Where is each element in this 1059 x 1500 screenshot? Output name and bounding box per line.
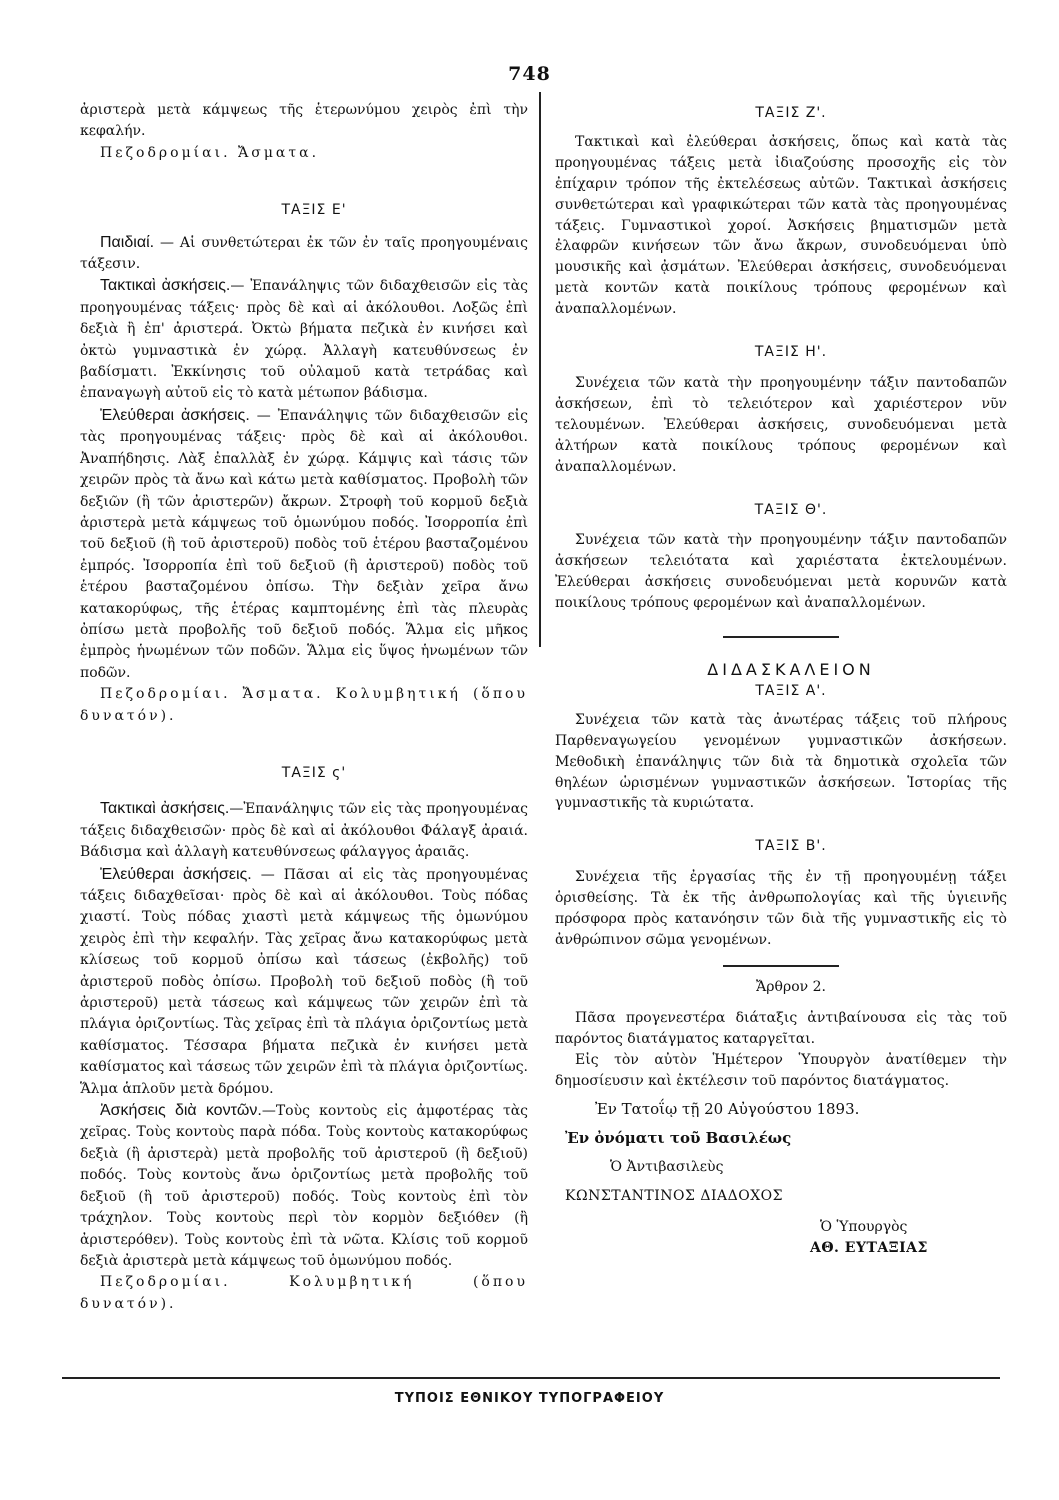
class8-text: Συνέχεια τῶν κατὰ τὴν προηγουμένην τάξιν παντοδαπῶν ἀσκήσεων, ἐπὶ τὸ τελειότερον καὶ χαριέστερον νῦν τελουμένων. Ἐλεύθεραι ἀσκήσεις, συνοδευόμεναι μετὰ ἀλτήρων κατὰ ποικίλους τρόπους φερομένων καὶ ἀναπαλλομένων. bbox=[555, 374, 1007, 475]
signature-minister-name: ΑΘ. ΕΥΤΑΞΙΑΣ bbox=[810, 1239, 928, 1256]
class5-heading: ΤΑΞΙΣ Ε' bbox=[281, 202, 347, 219]
class9-heading: ΤΑΞΙΣ Θ'. bbox=[754, 501, 828, 518]
class9-text: Συνέχεια τῶν κατὰ τὴν προηγουμένην τάξιν παντοδαπῶν ἀσκήσεων τελειότατα καὶ χαριέστατα ἐκτελουμένων. Ἐλεύθεραι ἀσκήσεις συνοδευόμεναι μετὰ κορυνῶν κατὰ ποικίλους τρόπους φερομένων καὶ ἀναπαλλομένων. bbox=[555, 532, 1007, 612]
class6-heading: ΤΑΞΙΣ ς' bbox=[281, 764, 347, 781]
printer-footer: ΤΥΠΟΙΣ ΕΘΝΙΚΟΥ ΤΥΠΟΓΡΑΦΕΙΟΥ bbox=[394, 1391, 665, 1406]
date-line: Ἐν Τατοΐῳ τῇ 20 Αὐγούστου 1893. bbox=[595, 1100, 860, 1119]
signature-minister: Ὁ Ὑπουργὸς bbox=[820, 1219, 908, 1236]
class6-poles: Ἀσκήσεις διὰ κοντῶν.—Τοὺς κοντοὺς εἰς ἀμφοτέρας τὰς χεῖρας. Τοὺς κοντοὺς παρὰ πόδα. Τοὺς κοντοὺς κατακορύφως δεξιὰ (ἢ ἀριστερὰ) μετὰ προβολῆς τοῦ ἀριστεροῦ (ἢ δεξιοῦ) ποδός. Τοὺς κοντοὺς ἄνω ὀριζοντίως μετὰ προβολῆς τοῦ δεξιοῦ (ἢ τοῦ ἀριστεροῦ) ποδός. Τοὺς κοντοὺς ἐπὶ τὸν τράχηλον. Τοὺς κοντοὺς περὶ τὸν κορμὸν δεξιόθεν (ἢ ἀριστερόθεν). Τοὺς κοντοὺς ἐπὶ τὰ νῶτα. Κλίσις τοῦ κορμοῦ δεξιὰ ἀριστερὰ μετὰ κάμψεως τοῦ ὁμωνύμου ποδός. bbox=[80, 1102, 528, 1269]
school-class2-heading: ΤΑΞΙΣ Β'. bbox=[755, 838, 827, 855]
intro-text: ἀριστερὰ μετὰ κάμψεως τῆς ἑτερωνύμου χειρὸς ἐπὶ τὴν κεφαλήν. bbox=[80, 102, 528, 140]
article-heading: Ἄρθρον 2. bbox=[756, 978, 826, 995]
class5-tactical: Τακτικαὶ ἀσκήσεις.— Ἐπανάληψις τῶν διδαχθεισῶν εἰς τὰς προηγουμένας τάξεις· πρὸς δὲ καὶ αἱ ἀκόλουθοι. Λοξῶς ἐπὶ δεξιὰ ἢ ἐπ' ἀριστερά. Ὀκτὼ βήματα πεζικὰ ἐν κινήσει καὶ ὀκτὼ γυμναστικὰ ἐν χώρᾳ. Ἀλλαγὴ κατευθύνσεως ἐν βαδίσματι. Ἐκκίνησις τοῦ οὐλαμοῦ κατὰ τετράδας καὶ ἐπαναγωγὴ αὐτοῦ εἰς τὸ κατὰ μέτωπον βάδισμα. bbox=[80, 277, 528, 402]
class5-games: Παιδιαί. — Αἱ συνθετώτεραι ἐκ τῶν ἐν ταῖς προηγουμέναις τάξεσιν. bbox=[80, 233, 528, 273]
class7-heading: ΤΑΞΙΣ Ζ'. bbox=[755, 105, 827, 121]
article-text-2: Εἰς τὸν αὐτὸν Ἡμέτερον Ὑπουργὸν ἀνατίθεμεν τὴν δημοσίευσιν καὶ ἐκτέλεσιν τοῦ παρόντος διατάγματος. bbox=[555, 1051, 1007, 1089]
class8-heading: ΤΑΞΙΣ Η'. bbox=[754, 344, 828, 361]
school-class2-text: Συνέχεια τῆς ἐργασίας τῆς ἐν τῇ προηγουμένῃ τάξει ὁρισθείσης. Τὰ ἐκ τῆς ἀνθρωπολογίας καὶ τῆς ὑγιεινῆς πρόσφορα πρὸς κατανόησιν τῶν διὰ τῆς γυμναστικῆς εἰς τὸ ἀνθρώπινον σῶμα γενομένων. bbox=[555, 869, 1007, 948]
left-column bbox=[80, 100, 528, 1315]
class6-tactical: Τακτικαὶ ἀσκήσεις.—Ἐπανάληψις τῶν εἰς τὰς προηγουμένας τάξεις διδαχθεισῶν· πρὸς δὲ καὶ αἱ ἀκόλουθοι Φάλαγξ ἀραιά. Βάδισμα καὶ ἀλλαγὴ κατευθύνσεως φάλαγγος ἀραιᾶς. bbox=[80, 800, 528, 861]
page-number: 748 bbox=[508, 63, 551, 85]
right-column bbox=[555, 103, 1007, 1259]
school-heading: ΔΙΔΑΣΚΑΛΕΙΟΝ bbox=[707, 660, 875, 680]
school-class1-text: Συνέχεια τῶν κατὰ τὰς ἀνωτέρας τάξεις τοῦ πλήρους Παρθεναγωγείου γενομένων γυμναστικῶν ἀσκήσεων. Μεθοδικὴ ἐπανάληψις τῶν διὰ τὰ δημοτικὰ σχολεῖα τῶν θηλέων ὡρισμένων γυμναστικῶν ἀσκήσεων. Ἱστορίας τῆς γυμναστικῆς τὰ κυριώτατα. bbox=[555, 711, 1007, 812]
signature-name-of-king: Ἐν ὀνόματι τοῦ Βασιλέως bbox=[565, 1129, 792, 1148]
class7-text: Τακτικαὶ καὶ ἐλεύθεραι ἀσκήσεις, ὅπως καὶ κατὰ τὰς προηγουμένας τάξεις μετὰ ἰδιαζούσης προσοχῆς εἰς τὸν ἐπίχαριν τρόπον τῆς ἐκτελέσεως αὐτῶν. Τακτικαὶ ἀσκήσεις συνθετώτεραι καὶ γραφικώτεραι τῶν κατὰ τὰς προηγουμένας τάξεις. Γυμναστικοὶ χοροί. Ἀσκήσεις βηματισμῶν μετὰ ἐλαφρῶν κινήσεων τῶν ἄνω ἄκρων, συνοδευόμεναι ὑπὸ μουσικῆς καὶ ᾀσμάτων. Ἐλεύθεραι ἀσκήσεις, συνοδευόμεναι μετὰ κοντῶν κατὰ ποικίλους τρόπους φερομένων καὶ ἀναπαλλομένων. bbox=[555, 133, 1007, 318]
class6-walk: Πεζοδρομίαι. Κολυμβητική (ὅπου δυνατόν). bbox=[80, 1274, 528, 1312]
class5-free: Ἐλεύθεραι ἀσκήσεις. — Ἐπανάληψις τῶν διδαχθεισῶν εἰς τὰς προηγουμένας τάξεις· πρὸς δὲ καὶ αἱ ἀκόλουθοι. Ἀναπήδησις. Λὰξ ἐπαλλὰξ ἐν χώρᾳ. Κάμψις καὶ τάσις τῶν χειρῶν πρὸς τὰ ἄνω καὶ κάτω μετὰ καθίσματος. Προβολὴ τῶν δεξιῶν (ἢ τῶν ἀριστερῶν) ἄκρων. Στροφὴ τοῦ κορμοῦ δεξιὰ ἀριστερὰ μετὰ κάμψεως τοῦ ὁμωνύμου ποδός. Ἰσορροπία ἐπὶ τοῦ δεξιοῦ (ἢ τοῦ ἀριστεροῦ) ποδὸς τοῦ ἑτέρου βασταζομένου ἐμπρός. Ἰσορροπία ἐπὶ τοῦ δεξιοῦ (ἢ ἀριστεροῦ) ποδὸς τοῦ ἑτέρου βασταζομένου ὀπίσω. Τὴν δεξιὰν χεῖρα ἄνω κατακορύφως, τῆς ἑτέρας καμπτομένης ἐπὶ τὰς πλευρὰς ὀπίσω μετὰ προβολῆς τοῦ δεξιοῦ ποδός. Ἅλμα εἰς μῆκος ἐμπρὸς ἡνωμένων τῶν ποδῶν. Ἅλμα εἰς ὕψος ἡνωμένων τῶν ποδῶν. bbox=[80, 406, 528, 681]
bottom-rule bbox=[62, 1377, 1000, 1379]
column-divider bbox=[539, 92, 541, 647]
article-text-1: Πᾶσα προγενεστέρα διάταξις ἀντιβαίνουσα εἰς τὰς τοῦ παρόντος διατάγματος καταργεῖται. bbox=[555, 1009, 1007, 1047]
intro-walk: Πεζοδρομίαι. Ἄσματα. bbox=[100, 144, 320, 161]
signature-regent-name: ΚΩΝΣΤΑΝΤΙΝΟΣ ΔΙΑΔΟΧΟΣ bbox=[565, 1188, 784, 1205]
class5-walk: Πεζοδρομίαι. Ἄσματα. Κολυμβητική (ὅπου δυνατόν). bbox=[80, 686, 528, 724]
class6-free: Ἐλεύθεραι ἀσκήσεις. — Πᾶσαι αἱ εἰς τὰς προηγουμένας τάξεις διδαχθεῖσαι· πρὸς δὲ καὶ αἱ ἀκόλουθοι. Τοὺς πόδας χιαστί. Τοὺς πόδας χιαστὶ μετὰ κάμψεως τῆς ὁμωνύμου χειρὸς ἐπὶ τὴν κεφαλήν. Τὰς χεῖρας ἄνω κατακορύφως μετὰ κλίσεως τοῦ κορμοῦ ὀπίσω καὶ τάσεως (ἐκβολῆς) τοῦ ἀριστεροῦ ποδὸς ὀπίσω. Προβολὴ τοῦ δεξιοῦ ποδὸς (ἢ τοῦ ἀριστεροῦ) μετὰ τάσεως καὶ κάμψεως τῶν χειρῶν ἐπὶ τὰ πλάγια ὀριζοντίως. Τὰς χεῖρας ἐπὶ τὰ πλάγια ὀριζοντίως μετὰ καθίσματος. Τέσσαρα βήματα πεζικὰ ἐν κινήσει μετὰ καθίσματος καὶ τάσεως τῶν χειρῶν ἐπὶ τὰ πλάγια ὀριζοντίως. Ἅλμα ἁπλοῦν μετὰ δρόμου. bbox=[80, 865, 528, 1097]
signature-regent: Ὁ Ἀντιβασιλεὺς bbox=[610, 1159, 724, 1176]
school-class1-heading: ΤΑΞΙΣ Α'. bbox=[755, 682, 827, 699]
